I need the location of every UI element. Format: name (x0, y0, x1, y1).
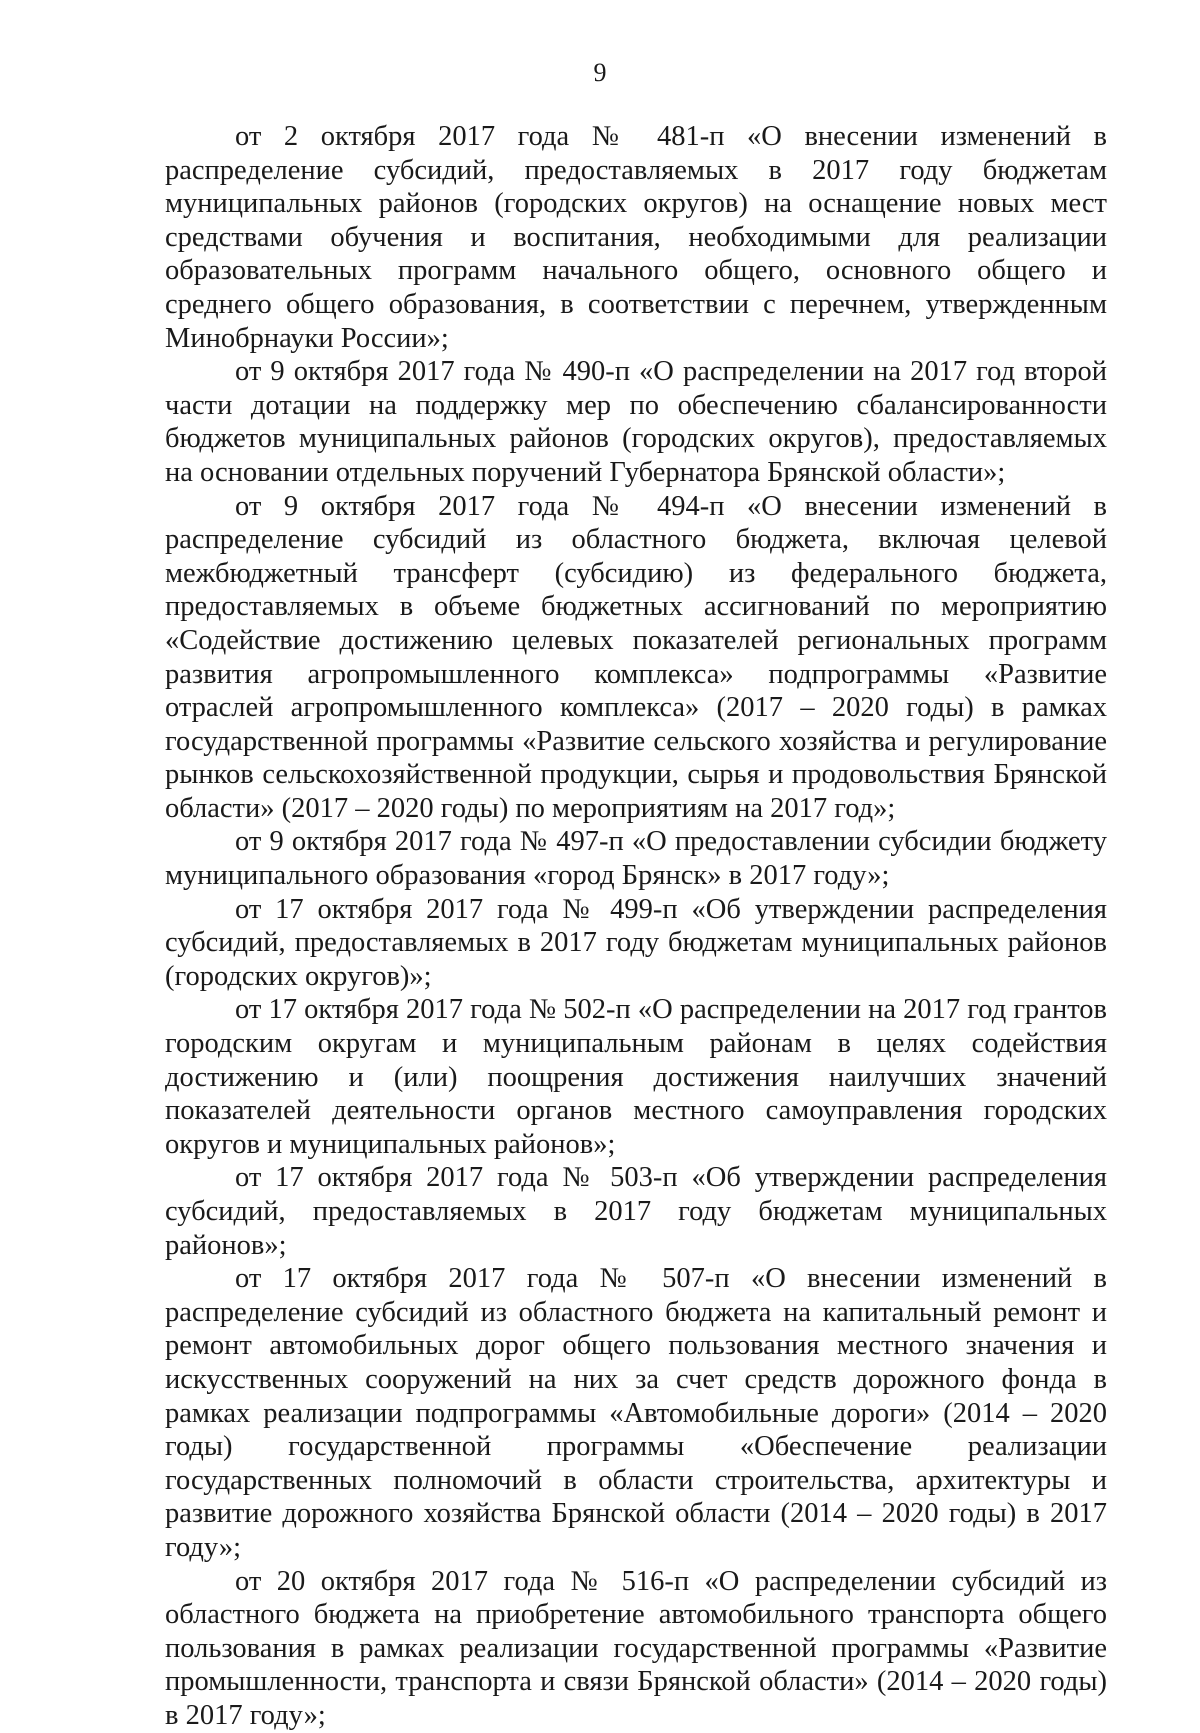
resolution-paragraph-516: от 20 октября 2017 года № 516-п «О распределении субсидий из областного бюджета на приобретение автомобильного транспорта общего пользования в рамках реализации государственной программы «Развитие промышленности, транспорта и связи Брянской области» (2014 – 2020 годы) в 2017 году»; (165, 1565, 1107, 1731)
resolution-paragraph-503: от 17 октября 2017 года № 503-п «Об утверждении распределения субсидий, предоставляемых в 2017 году бюджетам муниципальных районов»; (165, 1162, 1107, 1261)
resolution-paragraph-490: от 9 октября 2017 года № 490-п «О распределении на 2017 год второй части дотации на поддержку мер по обеспечению сбалансированности бюджетов муниципальных районов (городских округов), предоставляемых на основании отдельных поручений Губернатора Брянской области»; (165, 356, 1107, 488)
resolution-paragraph-507: от 17 октября 2017 года № 507-п «О внесении изменений в распределение субсидий из областного бюджета на капитальный ремонт и ремонт автомобильных дорог общего пользования местного значения и искусственных сооружений на них за счет средств дорожного фонда в рамках реализации подпрограммы «Автомобильные дороги» (2014 – 2020 годы) государственной программы «Обеспечение реализации государственных полномочий в области строительства, архитектуры и развитие дорожного хозяйства Брянской области (2014 – 2020 годы) в 2017 году»; (165, 1263, 1107, 1563)
resolution-paragraph-499: от 17 октября 2017 года № 499-п «Об утверждении распределения субсидий, предоставляемых в 2017 году бюджетам муниципальных районов (городских округов)»; (165, 893, 1107, 992)
document-body (165, 120, 1107, 1733)
page-number: 9 (593, 58, 607, 87)
resolution-paragraph-481: от 2 октября 2017 года № 481-п «О внесении изменений в распределение субсидий, предоставляемых в 2017 году бюджетам муниципальных районов (городских округов) на оснащение новых мест средствами обучения и воспитания, необходимыми для реализации образовательных программ начального общего, основного общего и среднего общего образования, в соответствии с перечнем, утвержденным Минобрнауки России»; (165, 121, 1107, 354)
resolution-paragraph-502: от 17 октября 2017 года № 502-п «О распределении на 2017 год грантов городским округам и муниципальным районам в целях содействия достижению и (или) поощрения достижения наилучших значений показателей деятельности органов местного самоуправления городских округов и муниципальных районов»; (165, 994, 1107, 1160)
resolution-paragraph-494: от 9 октября 2017 года № 494-п «О внесении изменений в распределение субсидий из областного бюджета, включая целевой межбюджетный трансферт (субсидию) из федерального бюджета, предоставляемых в объеме бюджетных ассигнований по мероприятию «Содействие достижению целевых показателей региональных программ развития агропромышленного комплекса» подпрограммы «Развитие отраслей агропромышленного комплекса» (2017 – 2020 годы) в рамках государственной программы «Развитие сельского хозяйства и регулирование рынков сельскохозяйственной продукции, сырья и продовольствия Брянской области» (2017 – 2020 годы) по мероприятиям на 2017 год»; (165, 490, 1107, 824)
resolution-paragraph-497: от 9 октября 2017 года № 497-п «О предоставлении субсидии бюджету муниципального образования «город Брянск» в 2017 году»; (165, 826, 1107, 892)
